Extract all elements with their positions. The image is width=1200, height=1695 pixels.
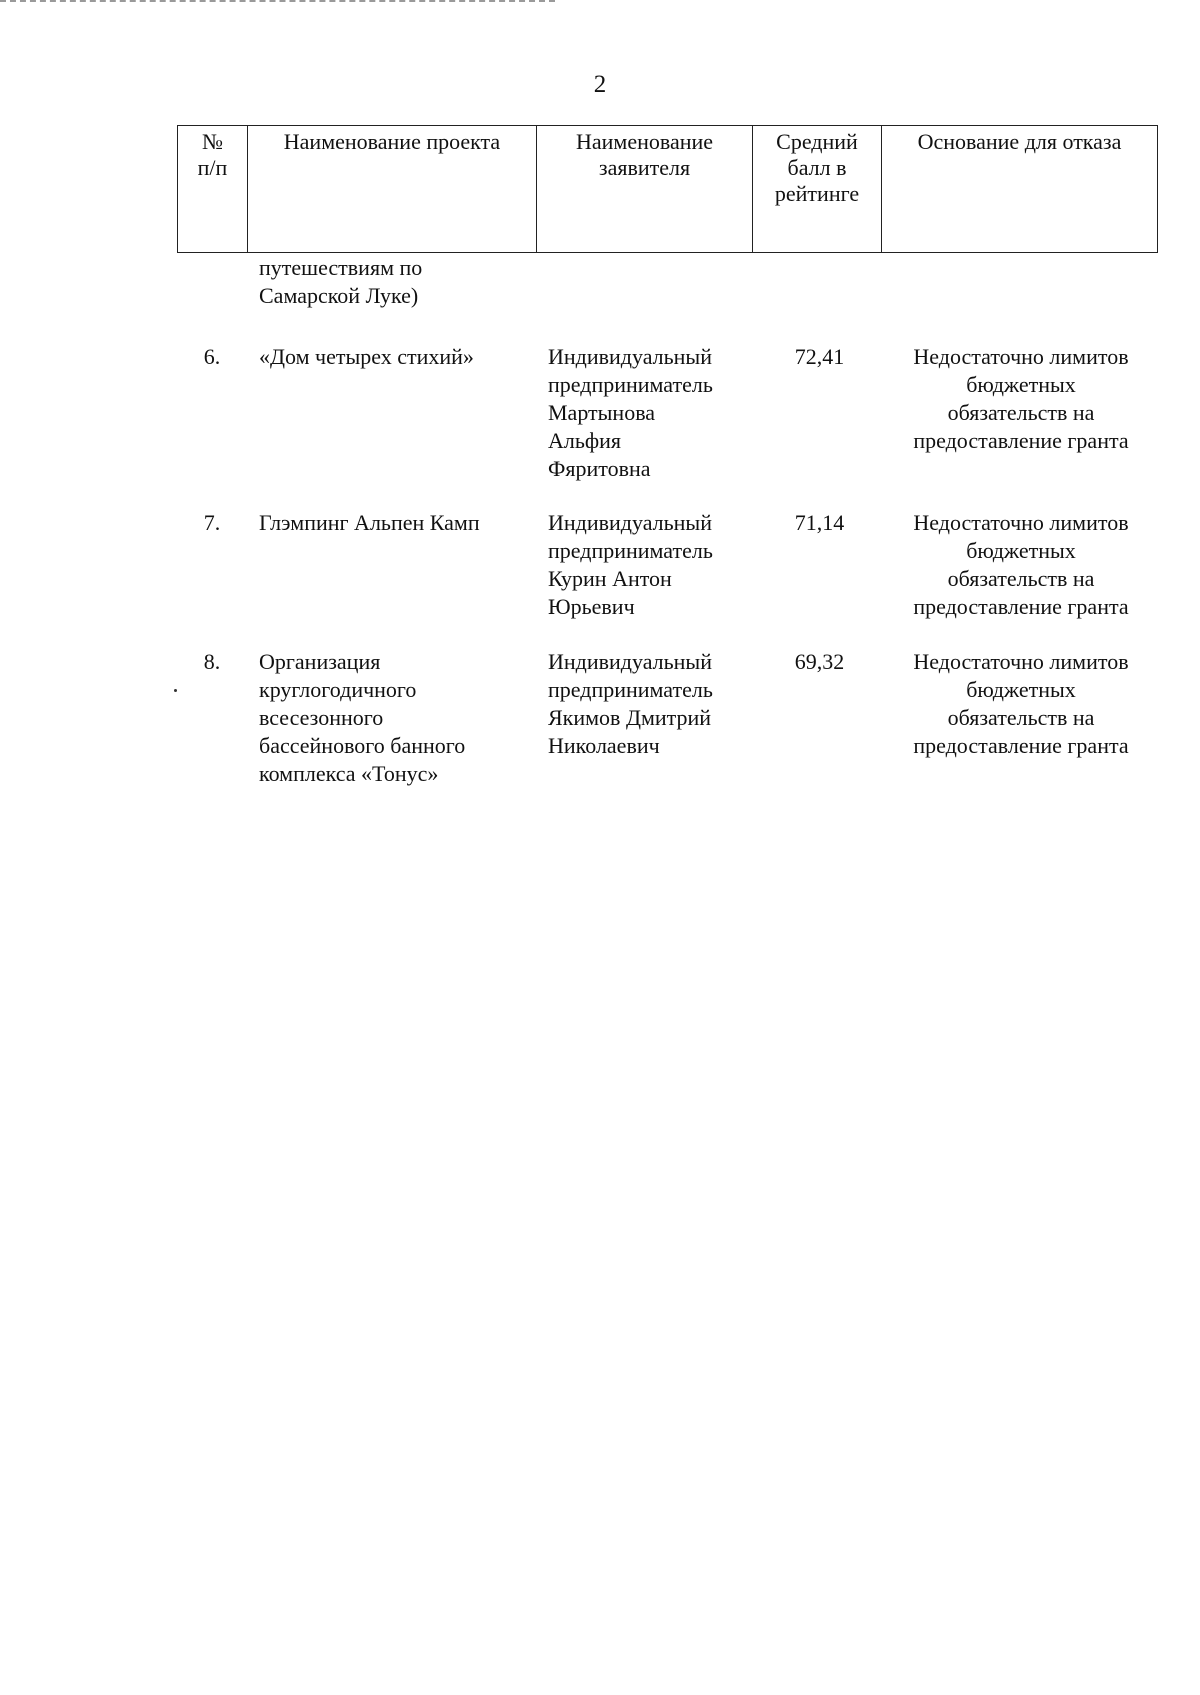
cell-line: предприниматель: [548, 677, 713, 702]
cell-line: Николаевич: [548, 733, 660, 758]
row-number: 6.: [203, 344, 221, 369]
page-number: 2: [593, 71, 607, 98]
header-col-reason: [882, 126, 1158, 253]
cell-line: Самарской Луке): [259, 283, 419, 308]
header-text: балл в: [787, 155, 847, 180]
cell-line: «Дом четырех стихий»: [259, 344, 474, 369]
cell-line: бюджетных: [966, 538, 1076, 563]
row-number: 7.: [203, 510, 221, 535]
table-header: [177, 125, 1158, 253]
cell-line: Индивидуальный: [548, 510, 712, 535]
refusal-reason: [885, 648, 1157, 760]
average-score: 71,14: [794, 510, 845, 535]
row-number: 8.: [203, 649, 221, 674]
average-score: 72,41: [794, 344, 845, 369]
header-text: п/п: [197, 155, 228, 180]
header-text: заявителя: [598, 155, 691, 180]
cell-line: Фяритовна: [548, 456, 651, 481]
cell-line: Недостаточно лимитов: [913, 649, 1129, 674]
cell-line: комплекса «Тонус»: [259, 761, 439, 786]
project-name: [259, 343, 544, 371]
header-text: Наименование проекта: [283, 129, 501, 154]
cell-line: предоставление гранта: [913, 594, 1129, 619]
header-col-number: [178, 126, 248, 253]
project-name: [259, 509, 544, 537]
cell-line: предоставление гранта: [913, 428, 1129, 453]
refusal-reason: [885, 343, 1157, 455]
header-text: Наименование: [575, 129, 714, 154]
applicant-name: [548, 648, 753, 760]
cell-line: обязательств на: [947, 400, 1095, 425]
cell-line: Недостаточно лимитов: [913, 344, 1129, 369]
applicant-name: [548, 343, 753, 483]
header-text: Средний: [776, 129, 858, 154]
header-text: №: [202, 129, 223, 154]
cell-line: Индивидуальный: [548, 649, 712, 674]
project-name: [259, 648, 544, 788]
applicant-name: [548, 509, 753, 621]
cell-line: всесезонного: [259, 705, 384, 730]
cell-line: обязательств на: [947, 566, 1095, 591]
header-text: Основание для отказа: [917, 129, 1122, 154]
header-col-score: [753, 126, 882, 253]
scan-speck: [174, 689, 177, 692]
cell-line: Недостаточно лимитов: [913, 510, 1129, 535]
cell-line: предприниматель: [548, 538, 713, 563]
cell-line: предприниматель: [548, 372, 713, 397]
cell-line: путешествиям по: [259, 255, 423, 280]
cell-line: бюджетных: [966, 677, 1076, 702]
header-col-project: [248, 126, 537, 253]
cell-line: круглогодичного: [259, 677, 417, 702]
cell-line: Юрьевич: [548, 594, 635, 619]
cell-line: Организация: [259, 649, 381, 674]
cell-line: предоставление гранта: [913, 733, 1129, 758]
average-score: 69,32: [794, 649, 845, 674]
cell-line: Курин Антон: [548, 566, 672, 591]
continuation-project: [259, 254, 544, 310]
cell-line: Альфия: [548, 428, 622, 453]
cell-line: Индивидуальный: [548, 344, 712, 369]
refusal-reason: [885, 509, 1157, 621]
table-header-row: [178, 126, 1158, 253]
header-col-applicant: [537, 126, 753, 253]
cell-line: Якимов Дмитрий: [548, 705, 712, 730]
cell-line: Мартынова: [548, 400, 656, 425]
cell-line: бюджетных: [966, 372, 1076, 397]
cell-line: обязательств на: [947, 705, 1095, 730]
header-text: рейтинге: [774, 181, 860, 206]
cell-line: Глэмпинг Альпен Камп: [259, 510, 480, 535]
cell-line: бассейнового банного: [259, 733, 466, 758]
scan-artifact-line: [0, 0, 555, 2]
